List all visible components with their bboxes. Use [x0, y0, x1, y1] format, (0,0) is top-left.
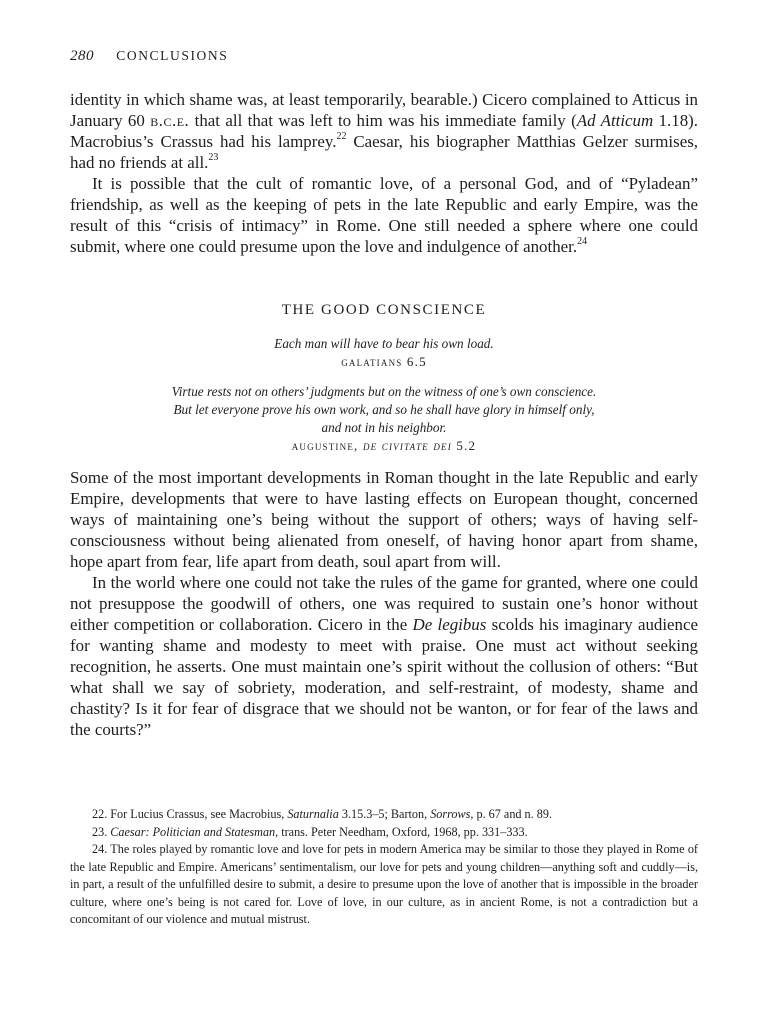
epigraph-author: augustine,	[291, 438, 363, 453]
text-run: It is possible that the cult of romantic love, of a personal God, and of “Pyladean” friendship, as well as the keeping of pets in the late Republic and early Empire, was the result of this “crisis of intimacy” in Rome. One still needed a sphere where one could submit, where one could presume upon the love and indulgence of another.	[70, 174, 698, 256]
section-heading: THE GOOD CONSCIENCE	[281, 302, 487, 318]
epigraph-quote-line: and not in his neighbor.	[321, 420, 447, 435]
text-run: Caesar, his biographer	[346, 132, 510, 151]
text-run: 3.15.3–5; Barton,	[338, 807, 431, 821]
footnote-ref-24[interactable]: 24	[577, 236, 588, 248]
epigraph-work: de civitate dei	[362, 438, 452, 453]
page-number: 280	[70, 48, 94, 64]
epigraph-quote-line: But let everyone prove his own work, and so he shall have glory in himself only,	[173, 402, 595, 417]
footnote-ref-23[interactable]: 23	[208, 152, 219, 164]
text-run: In the world where one could not take the rules of the game for granted, where one could not presuppose the goodwill of others, one was required to sustain one’s honor without either competition or collaboration. Cicero in the	[70, 573, 698, 634]
work-title: Ad Atticum	[576, 111, 654, 130]
running-head-title: CONCLUSIONS	[116, 48, 229, 63]
body-text-top	[70, 89, 698, 257]
era-abbreviation: b.c.e.	[150, 111, 190, 130]
paragraph-3: Some of the most important developments in Roman thought in the late Republic and early Empire, developments that were to have lasting effects on European thought, concerned ways of maintaining one’s being without the support of others; ways of having self-consciousness without being alienated from oneself, of having honor apart from shame, hope apart from fear, life apart from death, soul apart from will.	[70, 468, 698, 571]
text-run: (	[571, 111, 577, 130]
work-title: Sorrows,	[430, 807, 474, 821]
paragraph-2	[70, 173, 698, 257]
work-title: Saturnalia	[287, 807, 339, 821]
text-run: Atticus in January 60	[70, 90, 699, 130]
text-run: trans. Peter Needham, Oxford, 1968, pp. 331–333.	[278, 824, 528, 839]
text-run: that all that was left to him was his immediate family	[189, 111, 566, 130]
footnote-24: 24. The roles played by romantic love and love for pets in modern America may be similar to those they played in Rome of the late Republic and Empire. Americans’ sentimentalism, our love for pets and young children—anything soft and cuddly—is, in part, a result of the unfulfilled desire to submit, a desire to presume upon the love of another that is impossible in the broader culture, where one’s being is not cared for. Love of love, in our culture, as in ancient Rome, is not a contradiction but a concomitant of our violence and mutual mistrust.	[70, 842, 698, 926]
body-text-bottom	[70, 467, 698, 740]
epigraph-reference: 5.2	[451, 438, 477, 453]
footnote-23	[70, 824, 698, 842]
epigraph-attribution: galatians 6.5	[341, 354, 427, 369]
epigraph-attribution	[70, 437, 698, 455]
text-run: 22. For Lucius Crassus, see Macrobius,	[92, 807, 288, 821]
epigraph-augustine	[70, 383, 698, 455]
footnote-22	[70, 806, 698, 824]
paragraph-4	[70, 572, 698, 740]
text-run: 23.	[92, 824, 111, 839]
paragraph-1	[70, 89, 698, 173]
footnotes	[70, 806, 698, 929]
running-head	[70, 48, 228, 65]
footnote-ref-22[interactable]: 22	[336, 131, 347, 143]
work-title: Caesar: Politician and Statesman,	[110, 824, 279, 839]
text-run: identity in which shame was, at least temporarily, bearable.) Cicero complained to	[70, 90, 629, 109]
text-run: Matthias Gelzer surmises, had no friends at all.	[70, 132, 698, 172]
text-run: scolds his imaginary audience for wanting shame and modesty to meet with praise. One must act without seeking recognition, he asserts. One must maintain one’s spirit without the collusion of others: “But what shall we say of sobriety, moderation, and self-restraint, of modesty, shame and chastity? Is it for fear of disgrace that we should not be wanton, or for fear of the laws and the courts?”	[70, 615, 698, 739]
work-title: De legibus	[412, 615, 487, 634]
epigraph-galatians	[70, 335, 698, 371]
text-run: 1.18). Macrobius’s Crassus had his lamprey.	[70, 111, 698, 151]
epigraph-quote-line: Virtue rests not on others’ judgments but on the witness of one’s own conscience.	[171, 384, 597, 399]
epigraph-quote: Each man will have to bear his own load.	[274, 336, 494, 351]
text-run: p. 67 and n. 89.	[473, 807, 552, 821]
